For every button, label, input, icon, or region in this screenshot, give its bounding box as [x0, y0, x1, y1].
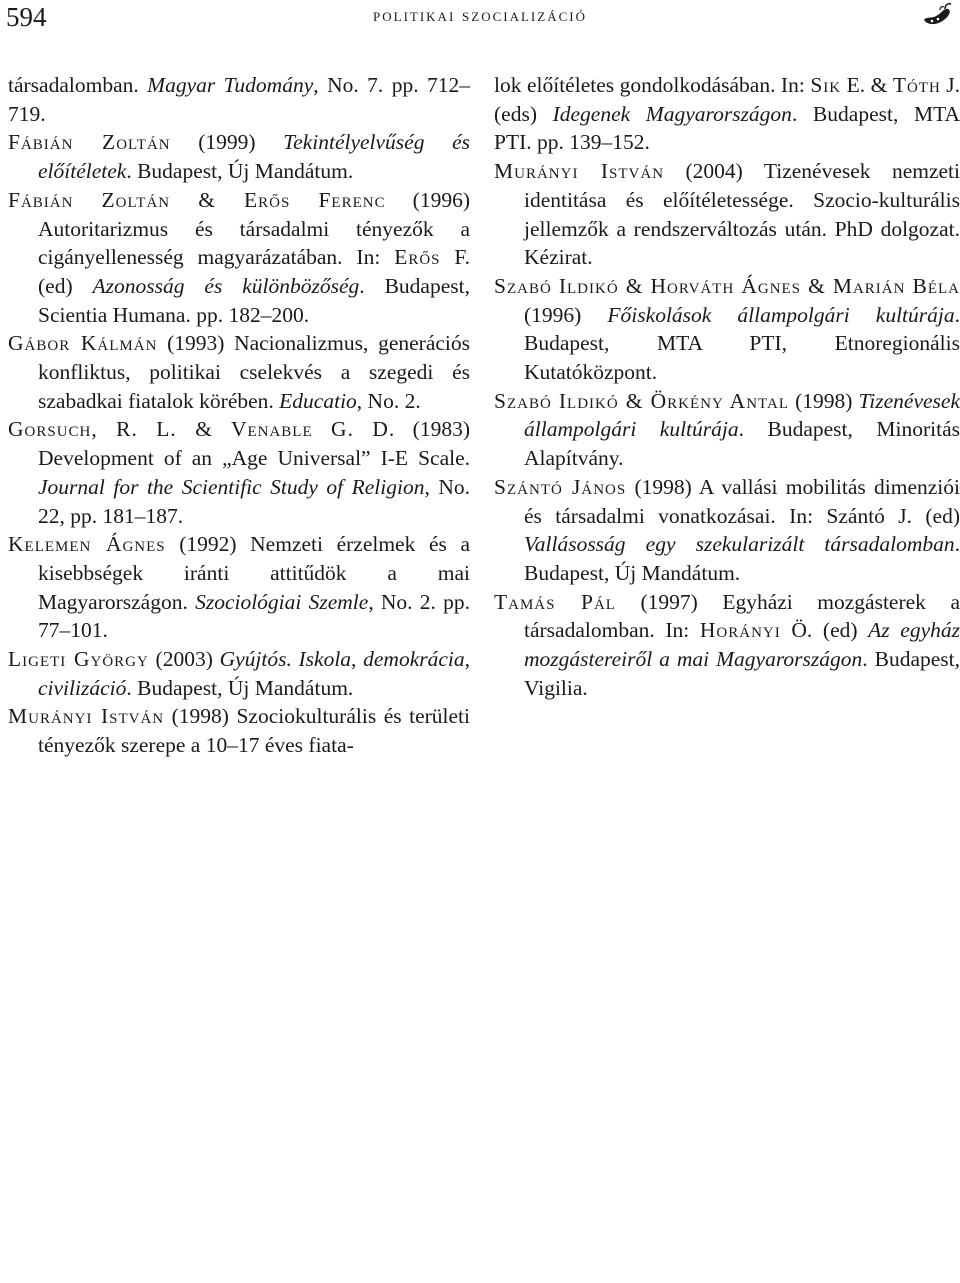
- reference-entry-continued: társadalomban. Magyar Tudomány, No. 7. pp. 712–719.: [8, 73, 470, 126]
- page-number: 594: [6, 2, 47, 32]
- reference-author: Szántó János: [494, 474, 627, 499]
- reference-author: Szabó Ildikó & Horváth Ágnes & Marián Béla: [494, 273, 960, 298]
- running-title: politikai szocializáció: [373, 5, 587, 26]
- left-column: [8, 71, 470, 760]
- reference-author: Murányi István: [8, 704, 165, 729]
- reference-author: Kelemen Ágnes: [8, 532, 166, 557]
- reference-author: Murányi István: [494, 159, 665, 184]
- right-column: [494, 71, 960, 702]
- reference-entry: Kelemen Ágnes (1992) Nemzeti érzelmek és a kisebbségek iránti attitűdök a mai Magyarországon. Szociológiai Szemle, No. 2. pp. 77–101.: [8, 532, 470, 643]
- pepper-ornament-icon: [918, 0, 954, 30]
- reference-entry: Fábián Zoltán (1999) Tekintélyelvűség és előítéletek. Budapest, Új Mandátum.: [8, 130, 470, 184]
- reference-author: Tamás Pál: [494, 589, 616, 614]
- reference-entry: Szabó Ildikó & Örkény Antal (1998) Tizenévesek állampolgári kultúrája. Budapest, Minoritás Alapítvány.: [494, 388, 960, 471]
- reference-entry: Gábor Kálmán (1993) Nacionalizmus, generációs konfliktus, politikai cselekvés a szegedi és szabadkai fiatalok körében. Educatio, No. 2.: [8, 331, 470, 413]
- reference-entry: Szabó Ildikó & Horváth Ágnes & Marián Béla (1996) Főiskolások állampolgári kultúrája. Budapest, MTA PTI, Etnoregionális Kutatóközpont.: [494, 273, 960, 385]
- reference-author: Gábor Kálmán: [8, 331, 158, 356]
- page-header: [0, 0, 960, 36]
- reference-author: Fábián Zoltán & Erős Ferenc: [8, 187, 386, 212]
- reference-entry: Fábián Zoltán & Erős Ferenc (1996) Autoritarizmus és társadalmi tényezők a cigányellenesség magyarázatában. In: Erős F. (ed) Azonosság és különbözőség. Budapest, Scientia Humana. pp. 182–200.: [8, 187, 470, 327]
- reference-author: Szabó Ildikó & Örkény Antal: [494, 388, 789, 413]
- reference-author: Fábián Zoltán: [8, 130, 171, 155]
- reference-entry: Ligeti György (2003) Gyújtós. Iskola, demokrácia, civilizáció. Budapest, Új Mandátum.: [8, 647, 470, 700]
- reference-entry: Tamás Pál (1997) Egyházi mozgásterek a társadalomban. In: Horányi Ö. (ed) Az egyház mozgástereiről a mai Magyarországon. Budapest, Vigilia.: [494, 589, 960, 700]
- reference-entry: Murányi István (2004) Tizenévesek nemzeti identitása és előítéletessége. Szocio-kulturális jellemzők a rendszerváltozás után. PhD dolgozat. Kézirat.: [494, 159, 960, 270]
- reference-author: Ligeti György: [8, 647, 149, 672]
- reference-entry: Szántó János (1998) A vallási mobilitás dimenziói és társadalmi vonatkozásai. In: Szántó J. (ed) Vallásosság egy szekularizált társadalomban. Budapest, Új Mandátum.: [494, 474, 960, 585]
- reference-entry-continued: lok előítéletes gondolkodásában. In: Sik E. & Tóth J. (eds) Idegenek Magyarországon. Budapest, MTA PTI. pp. 139–152.: [494, 73, 960, 155]
- reference-entry: Gorsuch, R. L. & Venable G. D. (1983) Development of an „Age Universal” I-E Scale. Journal for the Scientific Study of Religion, No. 22, pp. 181–187.: [8, 417, 470, 528]
- reference-entry: Murányi István (1998) Szociokulturális és területi tényezők szerepe a 10–17 éves fiata-: [8, 704, 470, 758]
- reference-author: Gorsuch, R. L. & Venable G. D.: [8, 417, 396, 442]
